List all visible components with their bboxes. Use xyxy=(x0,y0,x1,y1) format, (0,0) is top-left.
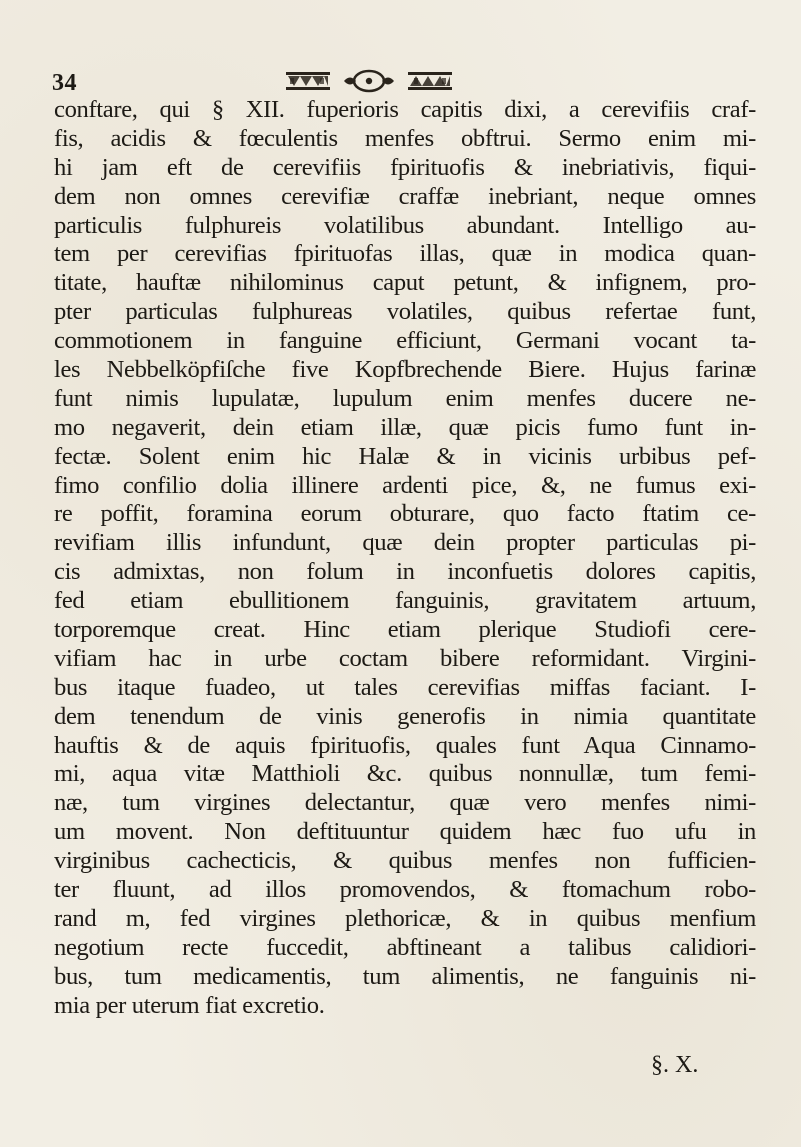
catchword: §. X. xyxy=(651,1052,699,1078)
page-header xyxy=(0,66,801,100)
text-line: revifiam illis infundunt, quæ dein propter particulas pi- xyxy=(54,529,756,557)
text-line: fed etiam ebullitionem fanguinis, gravitatem artuum, xyxy=(54,587,756,615)
text-line: torporemque creat. Hinc etiam plerique Studiofi cere- xyxy=(54,616,756,644)
text-line: fectæ. Solent enim hic Halæ & in vicinis urbibus pef- xyxy=(54,442,756,470)
text-line: mo negaverit, dein etiam illæ, quæ picis fumo funt in- xyxy=(54,413,756,441)
text-line: mi, aqua vitæ Matthioli &c. quibus nonnullæ, tum femi- xyxy=(54,760,756,788)
text-line: fis, acidis & fœculentis menfes obftrui. Sermo enim mi- xyxy=(54,124,756,152)
text-line: dem tenendum de vinis generofis in nimia quantitate xyxy=(54,702,756,730)
text-line: les Nebbelköpfiſche five Kopfbrechende Biere. Hujus farinæ xyxy=(54,356,756,384)
text-line: vifiam hac in urbe coctam bibere reformidant. Virgini- xyxy=(54,644,756,672)
text-line: bus itaque fuadeo, ut tales cerevifias miffas faciant. I- xyxy=(54,673,756,701)
text-line: hi jam eft de cerevifiis fpirituofis & inebriativis, fiqui- xyxy=(54,153,756,181)
text-line: um movent. Non deftituuntur quidem hæc fuo ufu in xyxy=(54,818,756,846)
body-text xyxy=(54,96,756,1021)
text-line: re poffit, foramina eorum obturare, quo facto ftatim ce- xyxy=(54,500,756,528)
text-line: conftare, qui § XII. fuperioris capitis dixi, a cerevifiis craf- xyxy=(54,96,756,123)
text-line: dem non omnes cerevifiæ craffæ inebriant, neque omnes xyxy=(54,182,756,210)
text-line: particulis fulphureis volatilibus abundant. Intelligo au- xyxy=(54,211,756,239)
text-line: virginibus cachecticis, & quibus menfes non fufficien- xyxy=(54,847,756,875)
text-line: negotium recte fuccedit, abftineant a talibus calidiori- xyxy=(54,933,756,961)
page-number: 34 xyxy=(52,70,77,96)
text-line: tem per cerevifias fpirituofas illas, quæ in modica quan- xyxy=(54,240,756,268)
text-line: pter particulas fulphureas volatiles, quibus refertae funt, xyxy=(54,298,756,326)
text-line: titate, hauftæ nihilominus caput petunt, & infignem, pro- xyxy=(54,269,756,297)
text-line: ter fluunt, ad illos promovendos, & ftomachum robo- xyxy=(54,876,756,904)
text-line: bus, tum medicamentis, tum alimentis, ne fanguinis ni- xyxy=(54,962,756,990)
text-line: commotionem in fanguine efficiunt, Germani vocant ta- xyxy=(54,327,756,355)
text-line: cis admixtas, non folum in inconfuetis dolores capitis, xyxy=(54,558,756,586)
text-line: funt nimis lupulatæ, lupulum enim menfes ducere ne- xyxy=(54,384,756,412)
printers-ornament xyxy=(284,68,454,94)
text-line: rand m, fed virgines plethoricæ, & in quibus menfium xyxy=(54,904,756,932)
text-line: næ, tum virgines delectantur, quæ vero menfes nimi- xyxy=(54,789,756,817)
text-line: fimo confilio dolia illinere ardenti pice, &, ne fumus exi- xyxy=(54,471,756,499)
text-line: hauftis & de aquis fpirituofis, quales funt Aqua Cinnamo- xyxy=(54,731,756,759)
text-line-final: mia per uterum fiat excretio. xyxy=(54,991,325,1019)
